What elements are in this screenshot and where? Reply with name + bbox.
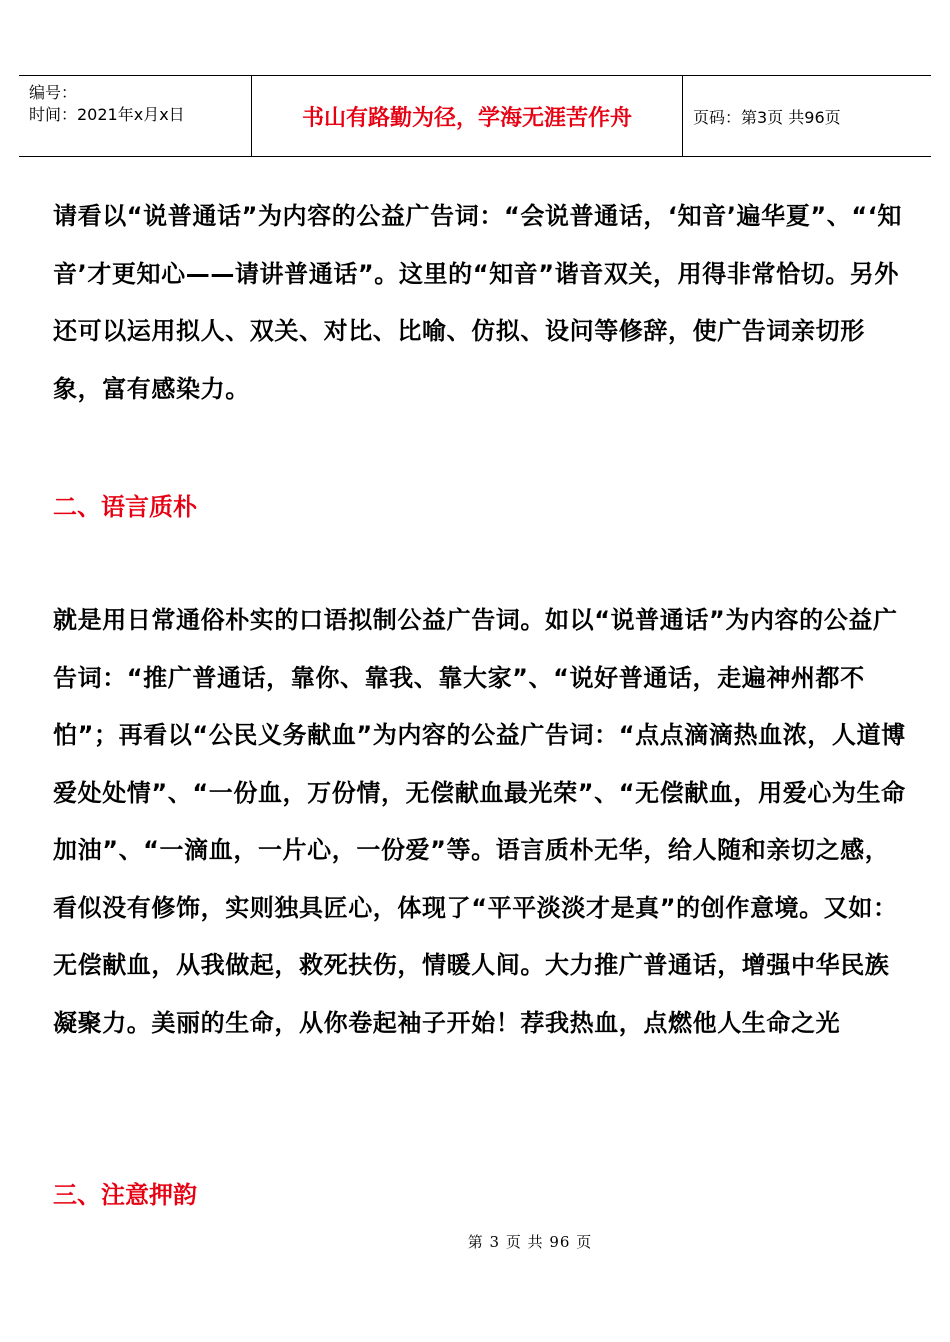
paragraph-plain-language: 就是用日常通俗朴实的口语拟制公益广告词。如以“说普通话”为内容的公益广告词：“推广普通话，靠你、靠我、靠大家”、“说好普通话，走遍神州都不怕”；再看以“公民义务献血”为内容的公益广告词：“点点滴滴热血浓，人道博爱处处情”、“一份血，万份情，无偿献血最光荣”、“无偿献血，用爱心为生命加油”、“一滴血，一片心，一份爱”等。语言质朴无华，给人随和亲切之感，看似没有修饰，实则独具匠心，体现了“平平淡淡才是真”的创作意境。又如：无偿献血，从我做起，救死扶伤，情暖人间。大力推广普通话，增强中华民族凝聚力。美丽的生命，从你卷起袖子开始！荐我热血，点燃他人生命之光 — [53, 606, 906, 1037]
page-header — [19, 75, 931, 157]
heading-2-number: 二、 — [53, 493, 101, 521]
header-page-info: 页码：第3页 共96页 — [693, 107, 841, 127]
page-footer: 第 3 页 共 96 页 — [467, 1233, 593, 1251]
header-meta — [19, 76, 252, 156]
heading-2-title: 语言质朴 — [101, 493, 197, 521]
paragraph-rhetoric: 请看以“说普通话”为内容的公益广告词：“会说普通话，‘知音’遍华夏”、“‘知音’才更知心——请讲普通话”。这里的“知音”谐音双关，用得非常恰切。另外还可以运用拟人、双关、对比、比喻、仿拟、设问等修辞，使广告词亲切形象，富有感染力。 — [53, 202, 903, 403]
header-motto: 书山有路勤为径，学海无涯苦作舟 — [252, 76, 683, 156]
section-heading-2 — [53, 492, 197, 522]
document-time: 时间：2021年x月x日 — [29, 105, 185, 124]
section-heading-3: 三、注意押韵 — [53, 1181, 197, 1209]
document-number: 编号： — [29, 83, 78, 102]
